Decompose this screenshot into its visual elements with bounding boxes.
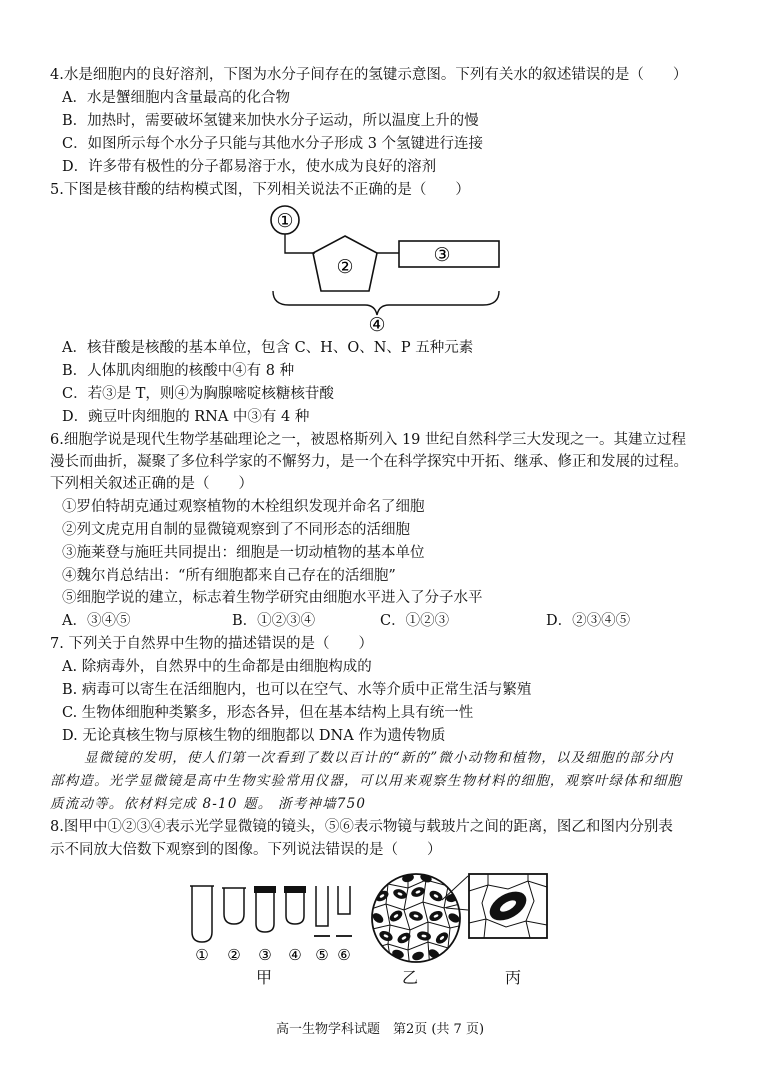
q5-option-a: A．核苷酸是核酸的基本单位，包含 C、H、O、N、P 五种元素 <box>62 340 474 356</box>
q6-item-2: ②列文虎克用自制的显微镜观察到了不同形态的活细胞 <box>62 522 410 538</box>
lens-label-5: ⑤ <box>315 946 329 964</box>
passage-line-1: 显微镜的发明，使人们第一次看到了数以百计的“新的”微小动物和植物，以及细胞的部分内 <box>84 750 674 766</box>
q6-option-b: B．①②③④ <box>232 613 316 629</box>
brace <box>273 291 499 315</box>
caption-bing: 丙 <box>505 968 522 987</box>
field-view-yi <box>368 870 468 966</box>
lens-figure-jia <box>188 880 368 970</box>
passage-line-2: 部构造。光学显微镜是高中生物实验常用仪器，可以用来观察生物材料的细胞，观察叶绿体和细胞 <box>50 773 683 789</box>
field-view-bing <box>468 873 548 939</box>
q6-item-3: ③施莱登与施旺共同提出：细胞是一切动植物的基本单位 <box>62 545 425 561</box>
q5-stem: 5.下图是核苷酸的结构模式图，下列相关说法不正确的是（ ） <box>50 182 470 198</box>
lens-3-thread <box>254 886 276 893</box>
nucleotide-diagram <box>265 203 505 333</box>
distance-5 <box>316 886 328 926</box>
q4-option-b: B．加热时，需要破坏氢键来加快水分子运动，所以温度上升的慢 <box>62 113 479 129</box>
q7-option-a: A. 除病毒外，自然界中的生命都是由细胞构成的 <box>62 659 372 675</box>
passage-line-3: 质流动等。依材料完成 8-10 题。 浙考神墙750 <box>50 796 367 812</box>
lens-label-4: ④ <box>288 946 302 964</box>
q5-option-d: D．豌豆叶肉细胞的 RNA 中③有 4 种 <box>62 409 310 425</box>
q6-stem-line-2: 漫长而曲折，凝聚了多位科学家的不懈努力，是一个在科学探究中开拓、继承、修正和发展的过程。 <box>50 454 688 470</box>
q6-item-4: ④魏尔肖总结出：“所有细胞都来自己存在的活细胞” <box>62 568 396 584</box>
q6-item-5: ⑤细胞学说的建立，标志着生物学研究由细胞水平进入了分子水平 <box>62 590 483 606</box>
q4-option-d: D．许多带有极性的分子都易溶于水，使水成为良好的溶剂 <box>62 159 437 175</box>
lens-label-6: ⑥ <box>337 946 351 964</box>
q8-stem-line-1: 8.图甲中①②③④表示光学显微镜的镜头，⑤⑥表示物镜与载玻片之间的距离，图乙和图内分别表 <box>50 819 673 835</box>
q6-option-d: D．②③④⑤ <box>546 613 631 629</box>
q7-option-b: B. 病毒可以寄生在活细胞内，也可以在空气、水等介质中正常生活与繁殖 <box>62 682 532 698</box>
q7-stem: 7. 下列关于自然界中生物的描述错误的是（ ） <box>50 636 373 652</box>
page-footer: 高一生物学科试题 第2页 (共 7 页) <box>275 1022 485 1037</box>
lens-label-2: ② <box>227 946 241 964</box>
label-3: ③ <box>433 244 451 266</box>
label-4: ④ <box>368 314 386 333</box>
lens-2 <box>224 888 244 924</box>
caption-jia: 甲 <box>256 968 273 987</box>
label-1: ① <box>276 210 294 232</box>
q7-option-c: C. 生物体细胞种类繁多，形态各异，但在基本结构上具有统一性 <box>62 705 474 721</box>
q6-option-c: C．①②③ <box>380 613 450 629</box>
q6-stem-line-1: 6.细胞学说是现代生物学基础理论之一，被恩格斯列入 19 世纪自然科学三大发现之一。其建立过程 <box>50 432 686 448</box>
lens-label-3: ③ <box>258 946 272 964</box>
lens-3 <box>256 893 274 932</box>
q5-option-c: C．若③是 T，则④为胸腺嘧啶核糖核苷酸 <box>62 386 334 402</box>
distance-6 <box>338 886 350 914</box>
q6-item-1: ①罗伯特胡克通过观察植物的木栓组织发现并命名了细胞 <box>62 499 425 515</box>
q4-stem: 4.水是细胞内的良好溶剂，下图为水分子间存在的氢键示意图。下列有关水的叙述错误的是（ ） <box>50 67 688 83</box>
lens-4 <box>286 893 304 924</box>
q4-option-a: A．水是蟹细胞内含量最高的化合物 <box>62 90 290 106</box>
lens-4-thread <box>284 886 306 893</box>
q7-option-d: D. 无论真核生物与原核生物的细胞都以 DNA 作为遗传物质 <box>62 728 446 744</box>
q5-option-b: B．人体肌肉细胞的核酸中④有 8 种 <box>62 363 295 379</box>
q8-stem-line-2: 示不同放大倍数下观察到的图像。下列说法错误的是（ ） <box>50 842 442 858</box>
label-2: ② <box>336 256 354 278</box>
lens-label-1: ① <box>195 946 209 964</box>
q6-option-a: A．③④⑤ <box>62 613 131 629</box>
caption-yi: 乙 <box>402 968 419 987</box>
q4-option-c: C．如图所示每个水分子只能与其他水分子形成 3 个氢键进行连接 <box>62 136 484 152</box>
q6-stem-line-3: 下列相关叙述正确的是（ ） <box>50 476 253 492</box>
lens-1 <box>192 886 212 942</box>
